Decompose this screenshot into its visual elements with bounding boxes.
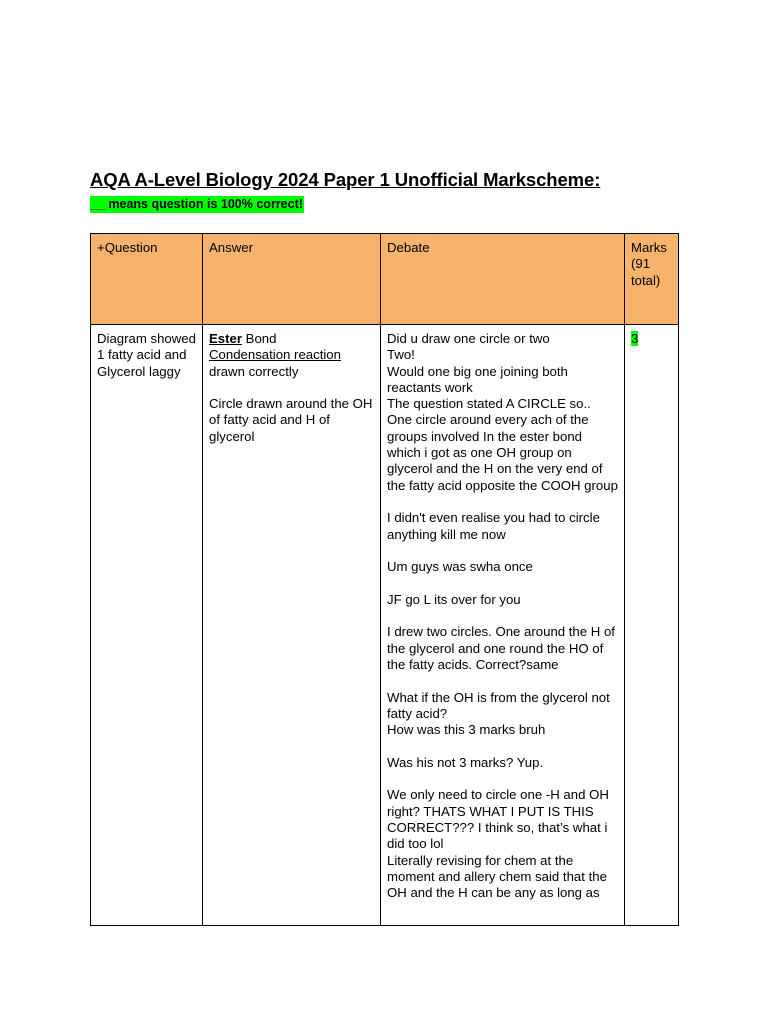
debate-comment: One circle around every ach of the groups involved In the ester bond which i got as one OH group on glycerol and the H on the very end of the fatty acid opposite the COOH group [387, 412, 618, 493]
debate-comment: Literally revising for chem at the moment and allery chem said that the OH and the H can be any as long as [387, 852, 607, 901]
marks-cell [625, 325, 679, 926]
answer-gap [209, 380, 374, 396]
legend-note: __ means question is 100% correct! [91, 197, 303, 211]
answer-line-1 [209, 331, 374, 347]
document-title: AQA A-Level Biology 2024 Paper 1 Unofficial Markscheme: [90, 169, 601, 190]
debate-comment: Two! [387, 347, 415, 363]
debate-cell [381, 325, 625, 926]
debate-comment: We only need to circle one -H and OH right? THATS WHAT I PUT IS THIS CORRECT??? I think so, that’s what i did too lol [387, 787, 609, 852]
debate-comment: Did u draw one circle or two [387, 331, 550, 346]
debate-comment: Um guys was swha once [387, 559, 533, 575]
debate-gap [387, 543, 618, 559]
debate-comment: I didn't even realise you had to circle anything kill me now [387, 510, 600, 542]
debate-comment: What if the OH is from the glycerol not fatty acid? [387, 689, 610, 721]
debate-gap [387, 494, 618, 510]
debate-comment: Was his not 3 marks? Yup. [387, 754, 544, 770]
debate-gap [387, 673, 618, 689]
answer-ester: Ester [209, 331, 242, 346]
debate-gap [387, 771, 618, 787]
debate-lines [387, 331, 618, 901]
debate-gap [387, 738, 618, 754]
answer-cell [203, 325, 381, 926]
debate-comment: How was this 3 marks bruh [387, 722, 546, 738]
answer-condensation: Condensation reaction [209, 347, 341, 363]
header-marks: Marks (91 total) [625, 234, 679, 325]
answer-drawn: drawn correctly [209, 363, 299, 379]
debate-gap [387, 575, 618, 591]
markscheme-table [90, 233, 679, 926]
header-answer: Answer [203, 234, 381, 325]
debate-comment: JF go L its over for you [387, 591, 521, 607]
answer-circle: Circle drawn around the OH of fatty acid and H of glycerol [209, 396, 373, 444]
debate-comment: The question stated A CIRCLE so.. [387, 396, 591, 412]
table-row [91, 325, 679, 926]
question-cell [91, 325, 203, 926]
table-header-row [91, 234, 679, 325]
question-text: Diagram showed 1 fatty acid and Glycerol laggy [97, 331, 200, 379]
header-debate: Debate [381, 234, 625, 325]
header-question: +Question [91, 234, 203, 325]
marks-value: 3 [631, 331, 639, 346]
answer-bond: Bond [242, 331, 277, 346]
debate-comment: Would one big one joining both reactants work [387, 363, 568, 395]
debate-gap [387, 608, 618, 624]
debate-comment: I drew two circles. One around the H of the glycerol and one round the HO of the fatty acids. Correct?same [387, 624, 615, 672]
